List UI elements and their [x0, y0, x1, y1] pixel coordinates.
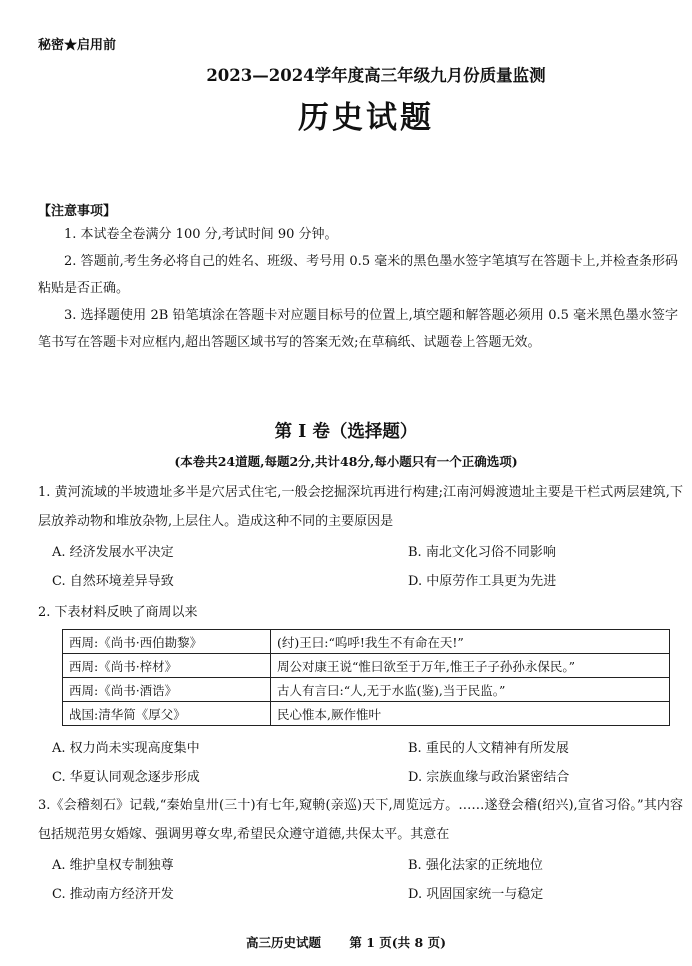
question-3-option-c: C. 推动南方经济开发: [52, 887, 174, 902]
question-2-option-c: C. 华夏认同观念逐步形成: [52, 770, 200, 785]
notice-item-2: 2. 答题前,考生务必将自己的姓名、班级、考号用 0.5 毫米的黑色墨水签字笔填写在答题卡上,并检查条形码粘贴是否正确。: [38, 254, 678, 296]
subject-title: 历史试题: [298, 100, 434, 136]
question-1-option-c: C. 自然环境差异导致: [52, 574, 174, 589]
page-footer: [0, 933, 692, 951]
table-cell-quote: 周公对康王说“惟曰欲至于万年,惟王子子孙孙永保民。”: [271, 654, 670, 678]
question-1-option-b: B. 南北文化习俗不同影响: [408, 545, 556, 560]
table-cell-quote: 古人有言曰:“人,无于水监(鉴),当于民监。”: [271, 678, 670, 702]
exam-title: 2023—2024学年度高三年级九月份质量监测: [206, 66, 546, 85]
question-1-stem: 1. 黄河流域的半坡遗址多半是穴居式住宅,一般会挖掘深坑再进行构建;江南河姆渡遗址主要是干栏式两层建筑,下层放养动物和堆放杂物,上层住人。造成这种不同的主要原因是: [38, 485, 683, 529]
table-cell-quote: 民心惟本,厥作惟叶: [271, 702, 670, 726]
question-1-option-d: D. 中原劳作工具更为先进: [408, 574, 557, 589]
notice-item-1: 1. 本试卷全卷满分 100 分,考试时间 90 分钟。: [64, 227, 338, 242]
table-cell-source: 西周:《尚书·梓材》: [63, 654, 271, 678]
table-cell-quote: (纣)王曰:“呜呼!我生不有命在天!”: [271, 630, 670, 654]
table-cell-source: 西周:《尚书·酒诰》: [63, 678, 271, 702]
notice-item-3: 3. 选择题使用 2B 铅笔填涂在答题卡对应题目标号的位置上,填空题和解答题必须用 0.5 毫米黑色墨水签字笔书写在答题卡对应框内,超出答题区域书写的答案无效;在草稿纸、试题卷上答题无效。: [38, 308, 678, 350]
table-row: [63, 702, 670, 726]
question-3-option-a: A. 维护皇权专制独尊: [52, 858, 174, 873]
section-title: 第 Ⅰ 卷（选择题）: [274, 422, 418, 442]
table-cell-source: 战国:清华简《厚父》: [63, 702, 271, 726]
question-3-option-b: B. 强化法家的正统地位: [408, 858, 543, 873]
question-2-stem: 2. 下表材料反映了商周以来: [38, 605, 198, 620]
question-2-table: [62, 629, 670, 726]
table-row: [63, 654, 670, 678]
question-2-option-d: D. 宗族血缘与政治紧密结合: [408, 770, 570, 785]
confidential-label: 秘密★启用前: [38, 38, 117, 53]
table-row: [63, 630, 670, 654]
table-cell-source: 西周:《尚书·西伯勘黎》: [63, 630, 271, 654]
footer-page-number: 第 1 页(共 8 页): [349, 935, 446, 950]
table-row: [63, 678, 670, 702]
footer-subject: 高三历史试题: [245, 935, 321, 950]
question-2-option-b: B. 重民的人文精神有所发展: [408, 741, 569, 756]
notice-heading: 【注意事项】: [38, 204, 117, 219]
section-subtitle: (本卷共24道题,每题2分,共计48分,每小题只有一个正确选项): [174, 454, 518, 469]
question-3-stem: 3.《会稽刻石》记载,“秦始皇卅(三十)有七年,窥輈(亲巡)天下,周览远方。……遂登会稽(绍兴),宣省习俗。”其内容包括规范男女婚嫁、强调男尊女卑,希望民众遵守道德,共保太平。其意在: [38, 798, 683, 842]
question-3-option-d: D. 巩固国家统一与稳定: [408, 887, 544, 902]
question-1-option-a: A. 经济发展水平决定: [52, 545, 174, 560]
question-2-option-a: A. 权力尚未实现高度集中: [52, 741, 200, 756]
